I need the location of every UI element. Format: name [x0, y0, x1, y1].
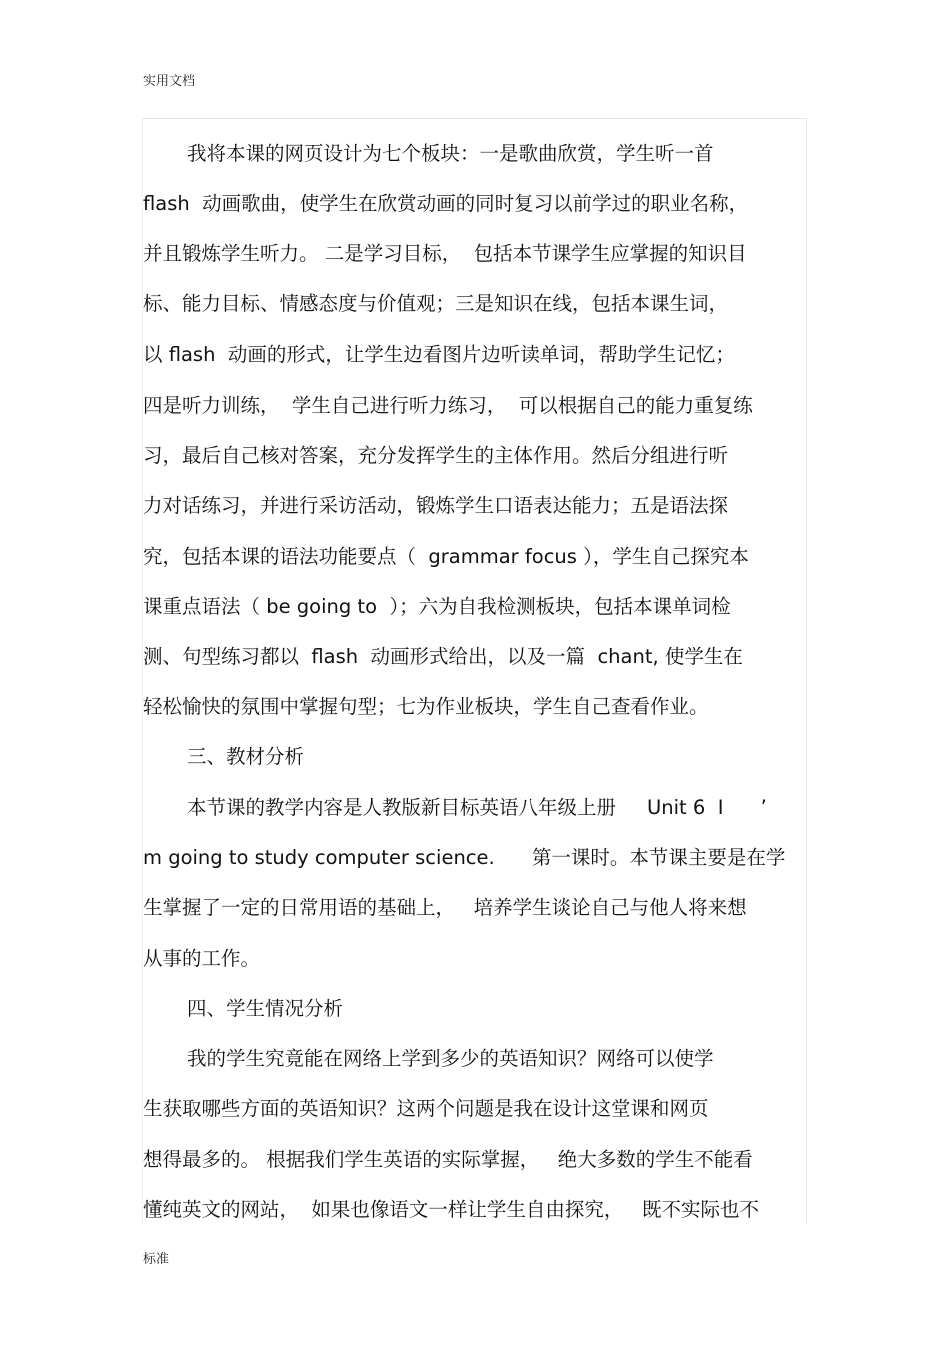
paragraph-line: 想得最多的。 根据我们学生英语的实际掌握， 绝大多数的学生不能看	[143, 1148, 753, 1171]
paragraph-line: 课重点语法（ be going to ）；六为自我检测板块，包括本课单词检	[143, 595, 731, 618]
paragraph-line: 我的学生究竟能在网络上学到多少的英语知识？网络可以使学	[187, 1047, 714, 1070]
paragraph-line: 以 flash 动画的形式，让学生边看图片边听读单词，帮助学生记忆；	[143, 343, 735, 366]
page-header: 实用文档	[143, 74, 196, 89]
page-footer: 标准	[143, 1252, 170, 1267]
section-heading: 四、学生情况分析	[187, 997, 344, 1020]
paragraph-line: 本节课的教学内容是人教版新目标英语八年级上册 Unit 6 I ’	[187, 796, 767, 819]
paragraph-line: m going to study computer science. 第一课时。本节课主要是在学	[143, 846, 786, 869]
paragraph-line: 力对话练习，并进行采访活动，锻炼学生口语表达能力；五是语法探	[143, 494, 729, 517]
paragraph-line: 懂纯英文的网站， 如果也像语文一样让学生自由探究， 既不实际也不	[143, 1198, 759, 1221]
paragraph-line: 我将本课的网页设计为七个板块：一是歌曲欣赏，学生听一首	[187, 142, 714, 165]
paragraph-line: 并且锻炼学生听力。 二是学习目标， 包括本节课学生应掌握的知识目	[143, 242, 747, 265]
paragraph-line: 生掌握了一定的日常用语的基础上， 培养学生谈论自己与他人将来想	[143, 896, 747, 919]
section-heading: 三、教材分析	[187, 745, 305, 768]
paragraph-line: 究，包括本课的语法功能要点（ grammar focus ），学生自己探究本	[143, 545, 749, 568]
paragraph-line: 生获取哪些方面的英语知识？这两个问题是我在设计这堂课和网页	[143, 1097, 709, 1120]
paragraph-line: 轻松愉快的氛围中掌握句型；七为作业板块，学生自己查看作业。	[143, 695, 709, 718]
paragraph-line: 从事的工作。	[143, 947, 261, 970]
paragraph-line: flash 动画歌曲，使学生在欣赏动画的同时复习以前学过的职业名称，	[143, 192, 749, 215]
paragraph-line: 习，最后自己核对答案，充分发挥学生的主体作用。然后分组进行听	[143, 444, 729, 467]
paragraph-line: 四是听力训练， 学生自己进行听力练习， 可以根据自己的能力重复练	[143, 394, 753, 417]
paragraph-line: 测、句型练习都以 flash 动画形式给出，以及一篇 chant, 使学生在	[143, 645, 743, 668]
paragraph-line: 标、能力目标、情感态度与价值观；三是知识在线，包括本课生词，	[143, 292, 729, 315]
